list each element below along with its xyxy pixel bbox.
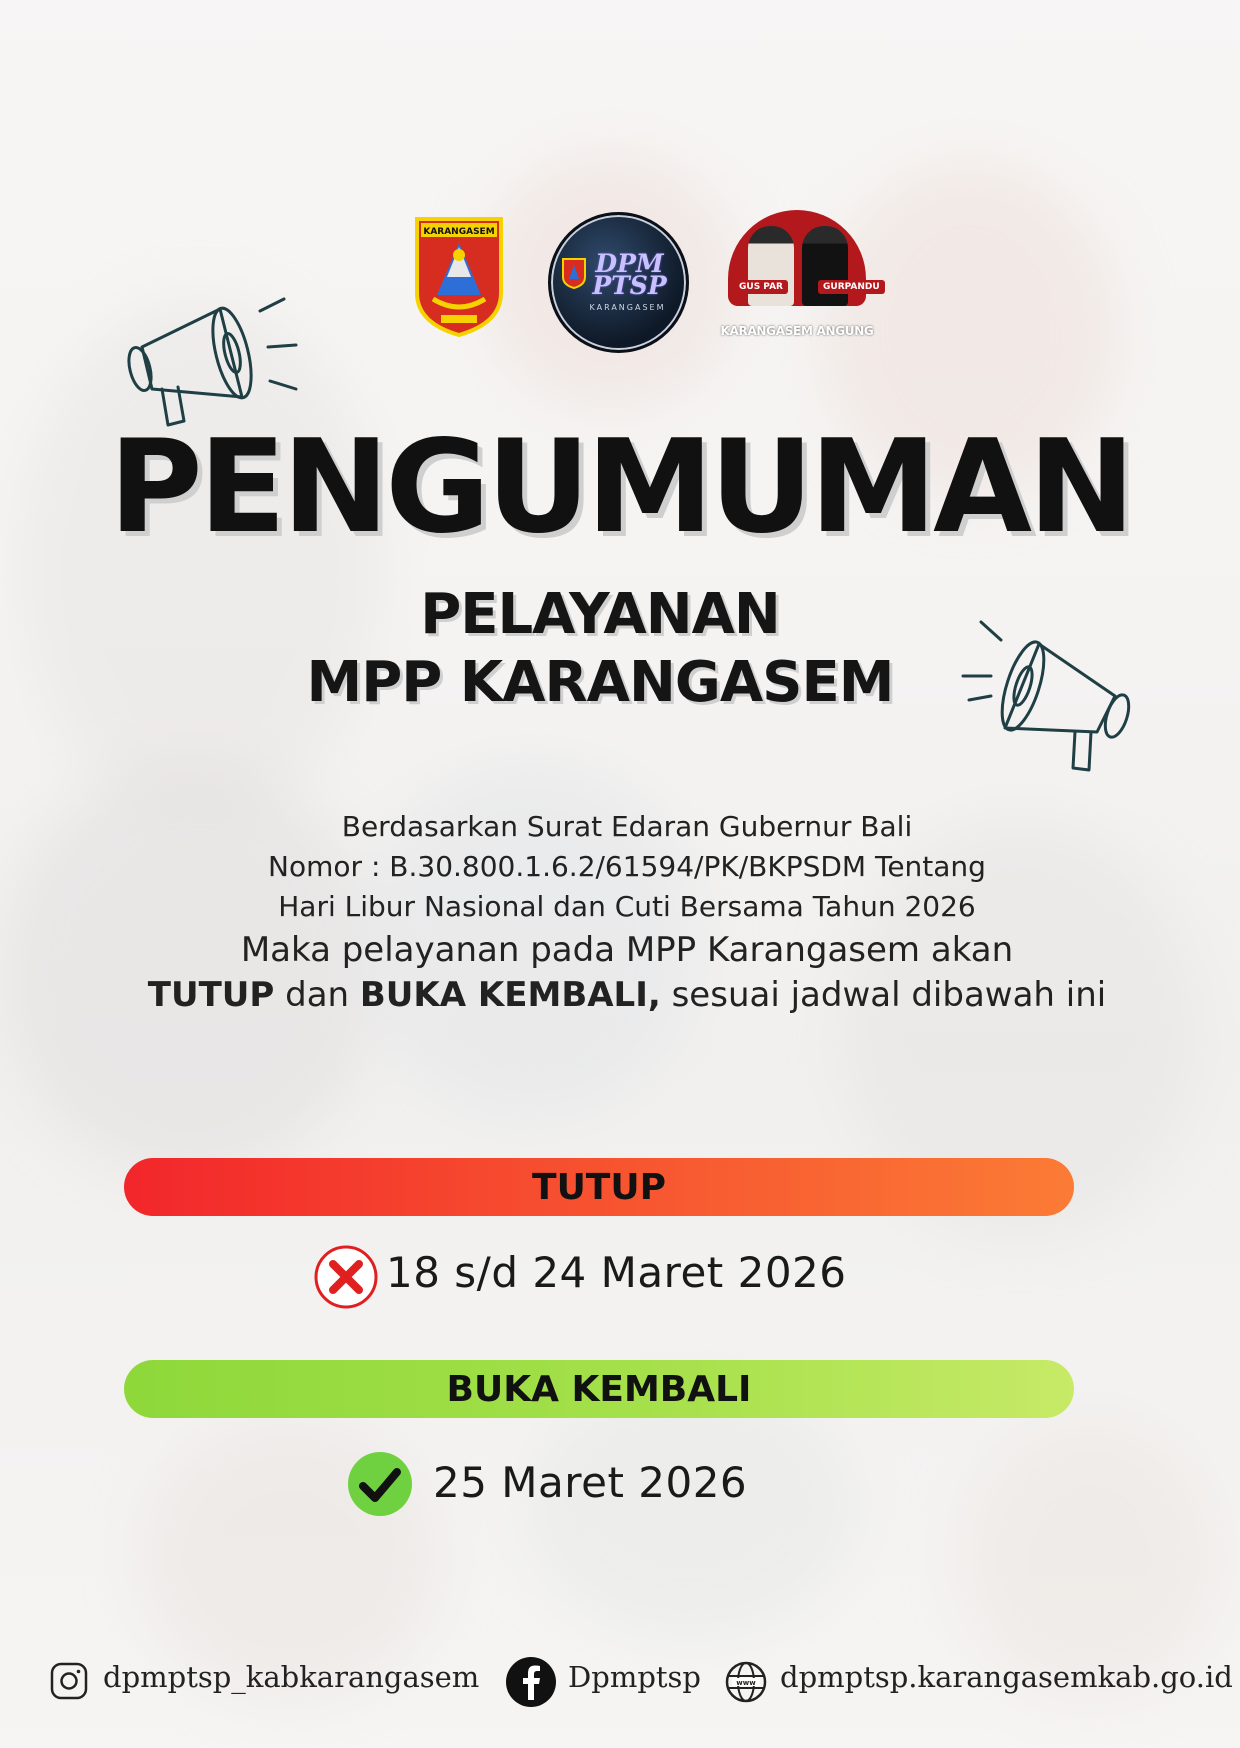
reopen-banner	[124, 1360, 1074, 1418]
tutup-emphasis: TUTUP	[147, 975, 275, 1015]
closed-label: TUTUP	[532, 1166, 666, 1208]
ptsp-text: PTSP	[592, 271, 667, 300]
svg-text:www: www	[736, 1679, 756, 1687]
closed-banner	[124, 1158, 1074, 1216]
subtitle-line-1: PELAYANAN	[420, 582, 780, 647]
body-line-5	[0, 975, 1240, 1015]
closed-date: 18 s/d 24 Maret 2026	[386, 1248, 847, 1297]
facebook-handle[interactable]: Dpmptsp	[568, 1660, 701, 1694]
body-line-5-end: sesuai jadwal dibawah ini	[671, 975, 1107, 1015]
body-line-4: Maka pelayanan pada MPP Karangasem akan	[240, 930, 1014, 970]
gus-caption: KARANGASEM ANGUNG	[720, 324, 874, 338]
body-line-3: Hari Libur Nasional dan Cuti Bersama Tahun 2026	[278, 890, 976, 923]
body-line-1: Berdasarkan Surat Edaran Gubernur Bali	[341, 810, 913, 843]
karangasem-shield-logo	[413, 215, 505, 339]
facebook-icon	[505, 1656, 557, 1708]
instagram-icon	[50, 1662, 88, 1700]
gus-tag-right: GURPANDU	[818, 280, 885, 294]
instagram-handle[interactable]: dpmptsp_kabkarangasem	[103, 1660, 480, 1694]
mini-shield-icon	[561, 257, 587, 289]
dpm-caption: KARANGASEM	[589, 303, 666, 312]
dpm-text: DPM	[595, 249, 664, 278]
gus-par-logo	[716, 210, 878, 345]
reopen-label: BUKA KEMBALI	[446, 1368, 752, 1410]
body-line-2: Nomor : B.30.800.1.6.2/61594/PK/BKPSDM Tentang	[268, 850, 986, 883]
globe-icon	[724, 1660, 768, 1704]
page-title: PENGUMUMAN	[108, 413, 1132, 562]
dpmptsp-logo	[548, 212, 689, 353]
body-connector: dan	[285, 975, 350, 1015]
check-icon	[346, 1450, 414, 1518]
gus-tag-left: GUS PAR	[734, 280, 788, 294]
close-x-icon	[313, 1244, 379, 1310]
website-link[interactable]: dpmptsp.karangasemkab.go.id	[780, 1660, 1233, 1694]
reopen-date: 25 Maret 2026	[433, 1458, 748, 1507]
buka-kembali-emphasis: BUKA KEMBALI,	[359, 975, 661, 1015]
subtitle-line-2: MPP KARANGASEM	[306, 650, 894, 715]
shield-text: KARANGASEM	[423, 227, 495, 237]
